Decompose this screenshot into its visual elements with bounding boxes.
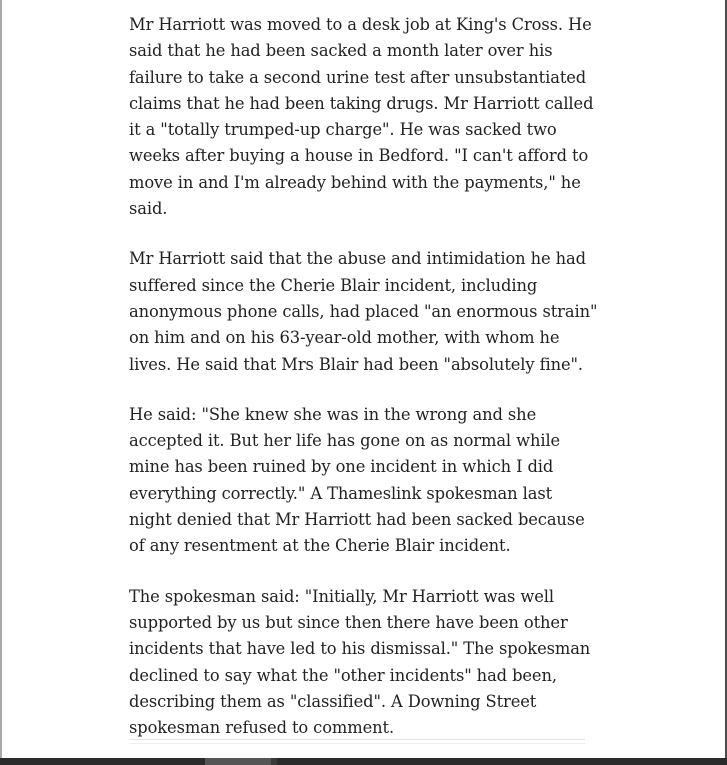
taskbar <box>0 758 727 765</box>
article-paragraph-3: He said: "She knew she was in the wrong and she accepted it. But her life has gone on as normal while mine has been ruined by one incident in which I did everything correctly." A Thameslink spokesman last night denied that Mr Harriott had been sacked because of any resentment at the Cherie Blair incident. <box>129 404 585 556</box>
article-end-divider <box>129 739 585 740</box>
article-body <box>129 12 599 765</box>
taskbar-button[interactable] <box>205 758 271 765</box>
article-end-divider-secondary <box>129 743 585 744</box>
taskbar-separator <box>271 758 277 765</box>
article-paragraph-4: The spokesman said: "Initially, Mr Harriott was well supported by us but since then there have been other incidents that have led to his dismissal." The spokesman declined to say what the "other incidents" had been, describing them as "classified". A Downing Street spokesman refused to comment. <box>129 586 591 738</box>
article-paragraph-2: Mr Harriott said that the abuse and intimidation he had suffered since the Cherie Blair incident, including anonymous phone calls, had placed "an enormous strain" on him and on his 63-year-old mother, with whom he lives. He said that Mrs Blair had been "absolutely fine". <box>129 249 598 374</box>
window-left-border <box>0 0 2 758</box>
article-paragraph-1: Mr Harriott was moved to a desk job at King's Cross. He said that he had been sacked a month later over his failure to take a second urine test after unsubstantiated claims that he had been taking drugs. Mr Harriott called it a "totally trumped-up charge". He was sacked two weeks after buying a house in Bedford. "I can't afford to move in and I'm already behind with the payments," he said. <box>129 15 594 219</box>
